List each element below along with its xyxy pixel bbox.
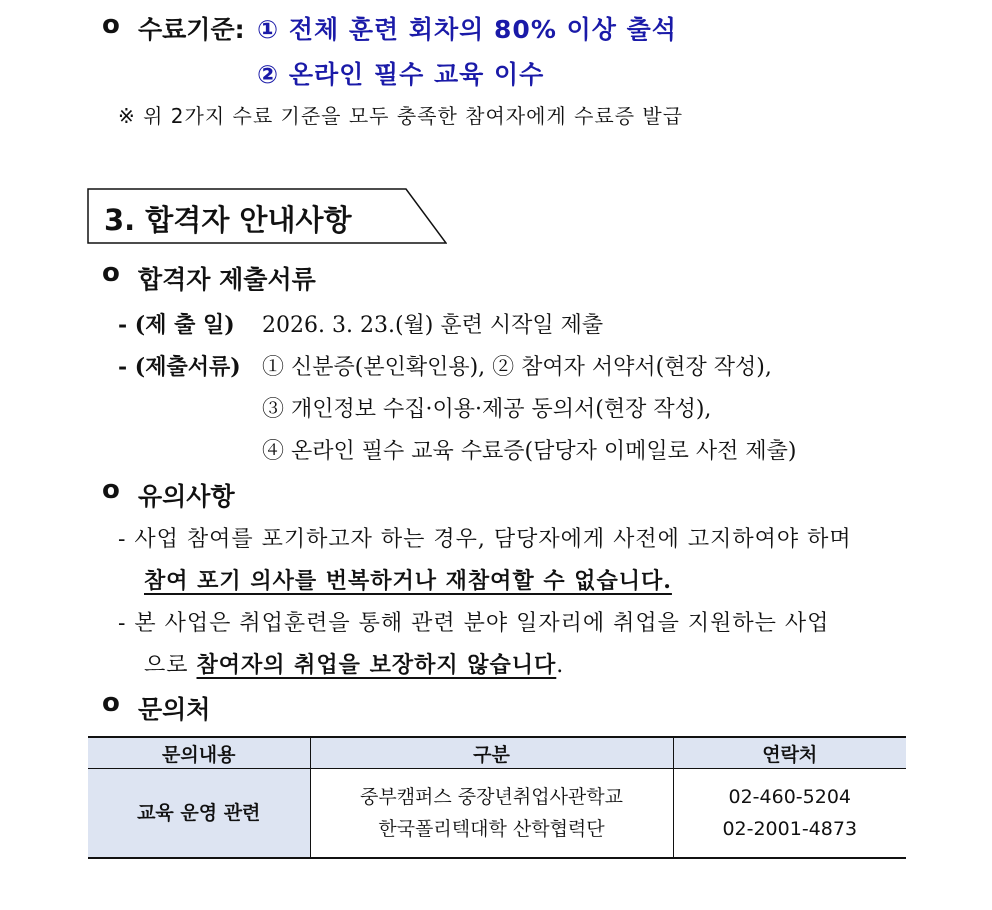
- contact-phone-1: 02-460-5204: [728, 786, 851, 808]
- documents-bullet: o: [102, 258, 120, 288]
- contact-table-header-row: [88, 737, 906, 769]
- contact-header-topic: 문의내용: [88, 737, 310, 769]
- cautions-heading: 유의사항: [138, 482, 235, 511]
- caution-2-prefix: 으로: [144, 653, 189, 678]
- contact-org-line-1: 중부캠퍼스 중장년취업사관학교: [360, 786, 623, 808]
- caution-2-suffix: .: [556, 653, 565, 678]
- contact-table: [88, 736, 906, 859]
- contact-header-phone: 연락처: [673, 737, 906, 769]
- table-row: [88, 769, 906, 859]
- contact-phone-cell: [673, 769, 906, 859]
- docs-line-3: ④ 온라인 필수 교육 수료증(담당자 이메일로 사전 제출): [262, 439, 797, 464]
- date-label: - (제 출 일): [118, 312, 235, 338]
- contact-header-org: 구분: [310, 737, 673, 769]
- caution-2-line-2: [144, 648, 564, 679]
- completion-criterion-2: ② 온라인 필수 교육 이수: [257, 60, 545, 89]
- documents-heading: 합격자 제출서류: [138, 265, 316, 294]
- docs-line-1: ① 신분증(본인확인용), ② 참여자 서약서(현장 작성),: [262, 355, 772, 380]
- docs-line-2: ③ 개인정보 수집·이용·제공 동의서(현장 작성),: [262, 397, 712, 422]
- completion-criterion-1: ① 전체 훈련 회차의 80% 이상 출석: [257, 15, 677, 44]
- cautions-bullet: o: [102, 475, 120, 505]
- completion-label: 수료기준:: [138, 15, 245, 44]
- contact-heading: 문의처: [138, 695, 211, 724]
- contact-org-line-2: 한국폴리텍대학 산학협력단: [378, 818, 605, 840]
- completion-bullet: o: [102, 10, 120, 40]
- caution-1-line-2: 참여 포기 의사를 번복하거나 재참여할 수 없습니다.: [144, 568, 672, 594]
- caution-2-emphasis: 참여자의 취업을 보장하지 않습니다: [196, 652, 557, 678]
- contact-phone-2: 02-2001-4873: [722, 818, 858, 840]
- completion-note: ※ 위 2가지 수료 기준을 모두 충족한 참여자에게 수료증 발급: [118, 104, 684, 128]
- contact-topic-cell: 교육 운영 관련: [88, 769, 310, 859]
- section-title: 3. 합격자 안내사항: [104, 203, 352, 237]
- contact-org-cell: [310, 769, 673, 859]
- contact-bullet: o: [102, 688, 120, 718]
- caution-2-line-1: - 본 사업은 취업훈련을 통해 관련 분야 일자리에 취업을 지원하는 사업: [118, 611, 830, 636]
- caution-1-line-1: - 사업 참여를 포기하고자 하는 경우, 담당자에게 사전에 고지하여야 하며: [118, 527, 852, 552]
- docs-label: - (제출서류): [118, 354, 241, 380]
- date-text: 2026. 3. 23.(월) 훈련 시작일 제출: [262, 313, 604, 338]
